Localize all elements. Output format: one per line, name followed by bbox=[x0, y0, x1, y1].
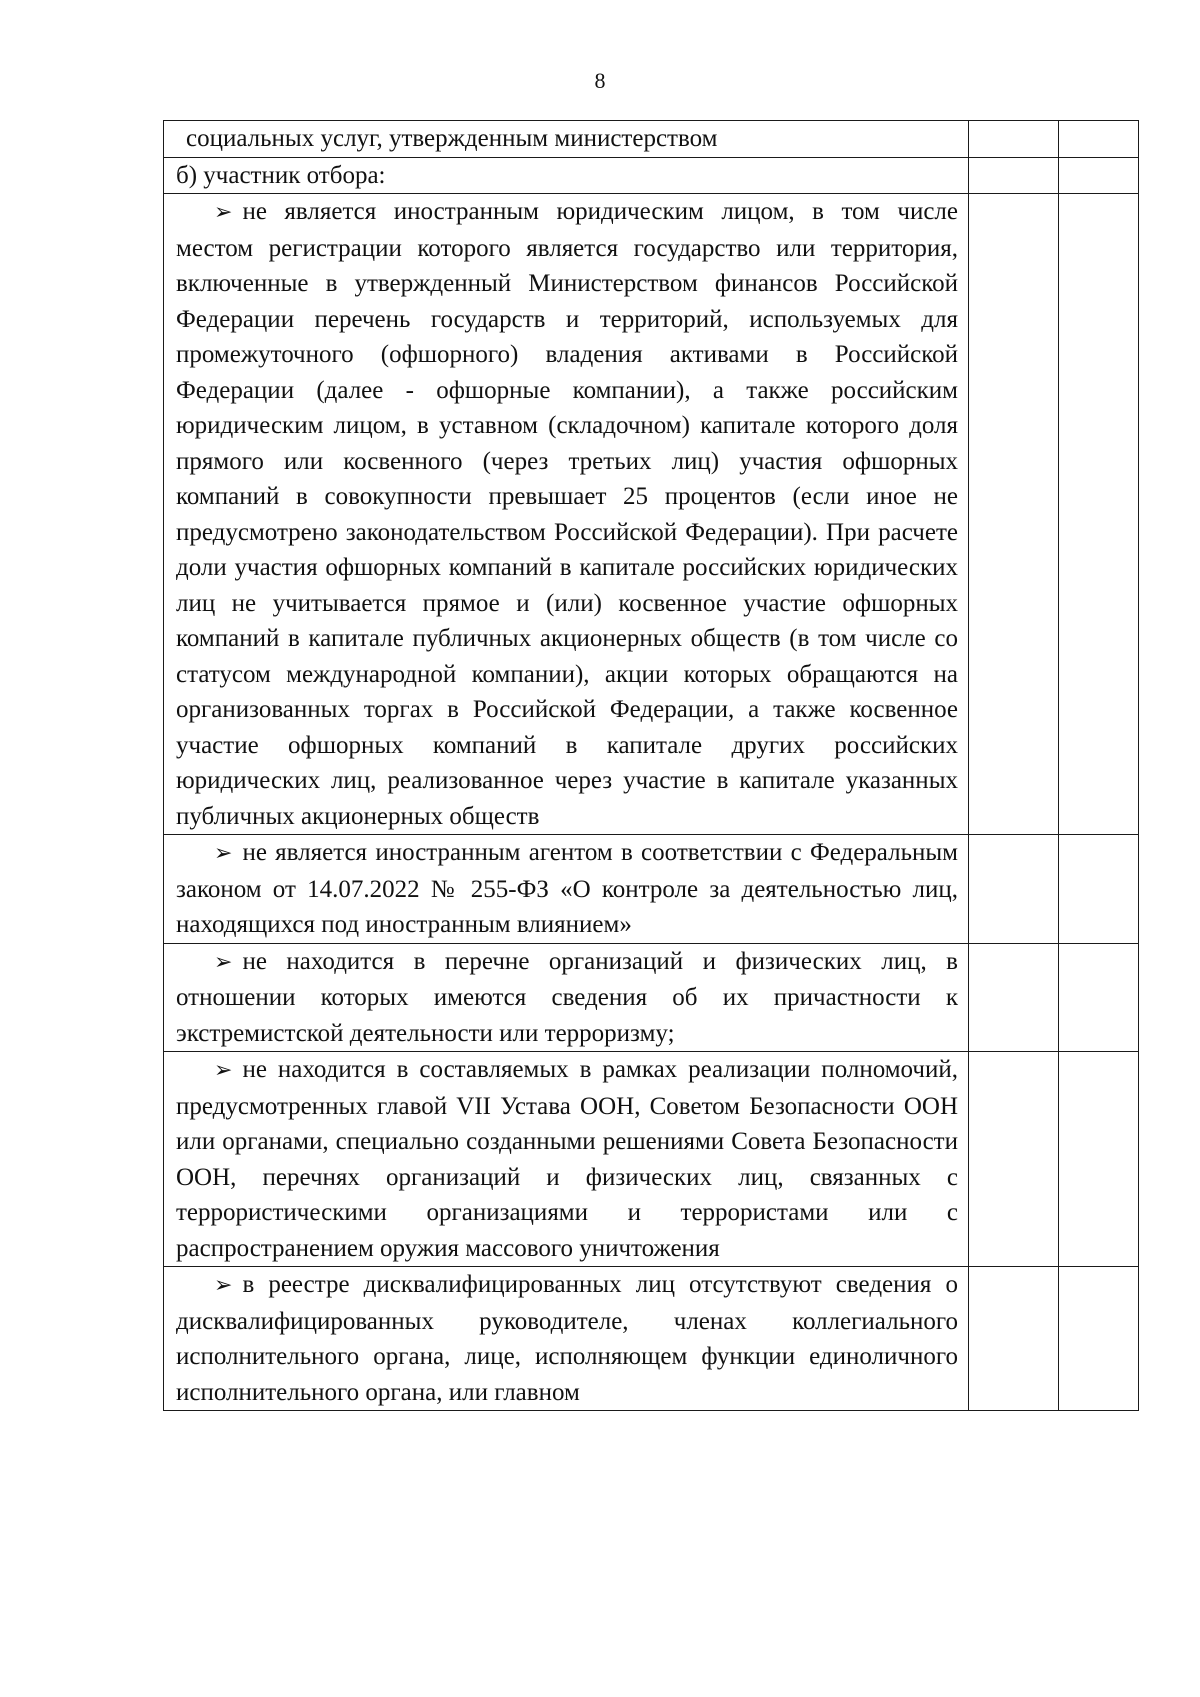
row-text: б) участник отбора: bbox=[164, 157, 969, 194]
table-row bbox=[164, 835, 1139, 944]
arrow-bullet-icon: ➢ bbox=[214, 200, 233, 225]
check-cell bbox=[969, 157, 1059, 194]
table-row bbox=[164, 1052, 1139, 1267]
note-cell bbox=[1059, 835, 1139, 944]
check-cell bbox=[969, 194, 1059, 835]
table-row bbox=[164, 194, 1139, 835]
row-text: в реестре дисквалифицированных лиц отсутствуют сведения о дисквалифицированных руководителе, членах коллегиального исполнительного органа, лице, исполняющем функции единоличного исполнительного органа, или главном bbox=[176, 1271, 958, 1406]
row-text: не находится в составляемых в рамках реализации полномочий, предусмотренных главой VII Устава ООН, Советом Безопасности ООН или органами, специально созданными решениями Совета Безопасности ООН, перечнях организаций и физических лиц, связанных с террористическими организациями и террористами или с распространением оружия массового уничтожения bbox=[176, 1056, 958, 1262]
check-cell bbox=[969, 943, 1059, 1052]
check-cell bbox=[969, 835, 1059, 944]
row-text-cell bbox=[164, 1052, 969, 1267]
table-row bbox=[164, 121, 1139, 158]
arrow-bullet-icon: ➢ bbox=[214, 841, 233, 866]
row-text-cell bbox=[164, 1267, 969, 1411]
note-cell bbox=[1059, 1052, 1139, 1267]
row-text: не является иностранным юридическим лицом, в том числе местом регистрации которого является государство или территория, включенные в утвержденный Министерством финансов Российской Федерации перечень государств и территорий, используемых для промежуточного (офшорного) владения активами в Российской Федерации (далее - офшорные компании), а также российским юридическим лицом, в уставном (складочном) капитале которого доля прямого или косвенного (через третьих лиц) участия офшорных компаний в совокупности превышает 25 процентов (если иное не предусмотрено законодательством Российской Федерации). При расчете доли участия офшорных компаний в капитале российских юридических лиц не учитывается прямое и (или) косвенное участие офшорных компаний в капитале публичных акционерных обществ (в том числе со статусом международной компании), акции которых обращаются на организованных торгах в Российской Федерации, а также косвенное участие офшорных компаний в капитале других российских юридических лиц, реализованное через участие в капитале указанных публичных акционерных обществ bbox=[176, 198, 958, 830]
arrow-bullet-icon: ➢ bbox=[214, 1273, 233, 1298]
check-cell bbox=[969, 1052, 1059, 1267]
note-cell bbox=[1059, 157, 1139, 194]
requirements-table bbox=[163, 120, 1139, 1411]
row-text-cell bbox=[164, 835, 969, 944]
row-text-cell bbox=[164, 943, 969, 1052]
row-text-cell bbox=[164, 194, 969, 835]
table-row bbox=[164, 157, 1139, 194]
table-row bbox=[164, 1267, 1139, 1411]
arrow-bullet-icon: ➢ bbox=[214, 949, 233, 975]
check-cell bbox=[969, 1267, 1059, 1411]
row-text: не является иностранным агентом в соответствии с Федеральным законом от 14.07.2022 № 255-ФЗ «О контроле за деятельностью лиц, находящихся под иностранным влиянием» bbox=[176, 839, 958, 938]
note-cell bbox=[1059, 121, 1139, 158]
arrow-bullet-icon: ➢ bbox=[214, 1058, 233, 1083]
page-number: 8 bbox=[594, 68, 606, 93]
row-text: не находится в перечне организаций и физических лиц, в отношении которых имеются сведения об их причастности к экстремистской деятельности или терроризму; bbox=[176, 947, 958, 1047]
table-row bbox=[164, 943, 1139, 1052]
note-cell bbox=[1059, 194, 1139, 835]
row-text: социальных услуг, утвержденным министерством bbox=[164, 121, 969, 158]
note-cell bbox=[1059, 1267, 1139, 1411]
check-cell bbox=[969, 121, 1059, 158]
note-cell bbox=[1059, 943, 1139, 1052]
